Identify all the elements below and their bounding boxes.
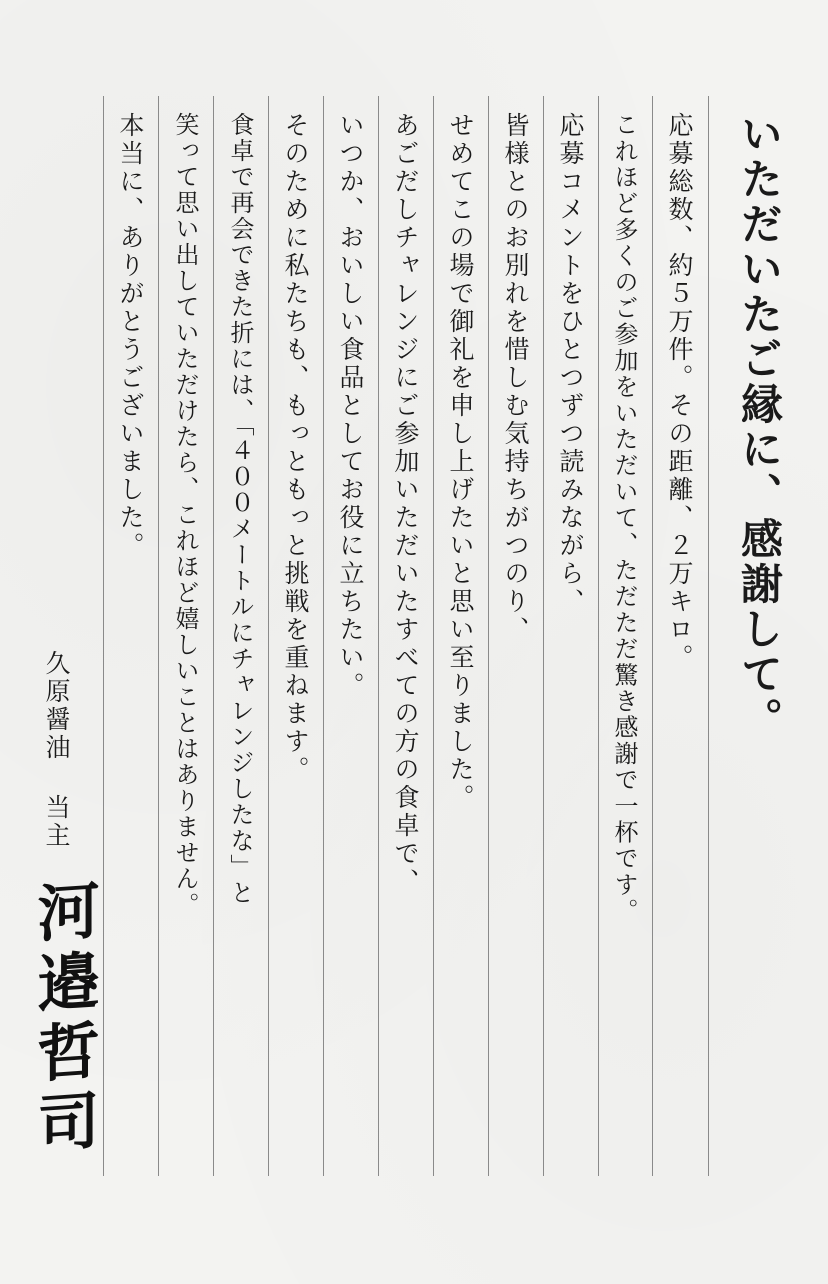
body-line: 本当に、ありがとうございました。 <box>116 112 145 560</box>
body-line: 応募コメントをひとつずつ読みながら、 <box>556 112 585 616</box>
column-rule <box>213 96 214 1176</box>
company-title: 久原醤油 当主 <box>42 650 71 850</box>
column-rule <box>158 96 159 1176</box>
body-line: あごだしチャレンジにご参加いただいたすべての方の食卓で、 <box>391 112 420 896</box>
column-rule <box>378 96 379 1176</box>
column-rule <box>103 96 104 1176</box>
body-line: 笑って思い出していただけたら、これほど嬉しいことはありません。 <box>171 112 199 918</box>
body-line: 食卓で再会できた折には、「４００メートルにチャレンジしたな」と <box>226 112 254 906</box>
body-line: 皆様とのお別れを惜しむ気持ちがつのり、 <box>501 112 530 644</box>
body-line: これほど多くのご参加をいただいて、ただただ驚き感謝で一杯です。 <box>610 112 638 925</box>
column-rule <box>488 96 489 1176</box>
body-line: いつか、おいしい食品としてお役に立ちたい。 <box>336 112 365 700</box>
signature: 河邉哲司 <box>27 877 100 1163</box>
column-rule <box>652 96 653 1176</box>
column-rule <box>708 96 709 1176</box>
body-line: 応募総数、約５万件。その距離、２万キロ。 <box>665 112 694 672</box>
body-line: せめてこの場で御礼を申し上げたいと思い至りました。 <box>446 112 475 812</box>
column-rule <box>543 96 544 1176</box>
column-rule <box>323 96 324 1176</box>
body-line: そのために私たちも、もっともっと挑戦を重ねます。 <box>281 112 310 784</box>
letter-title: いただいたご縁に、感謝して。 <box>735 112 784 742</box>
column-rule <box>433 96 434 1176</box>
column-rule <box>598 96 599 1176</box>
column-rule <box>268 96 269 1176</box>
